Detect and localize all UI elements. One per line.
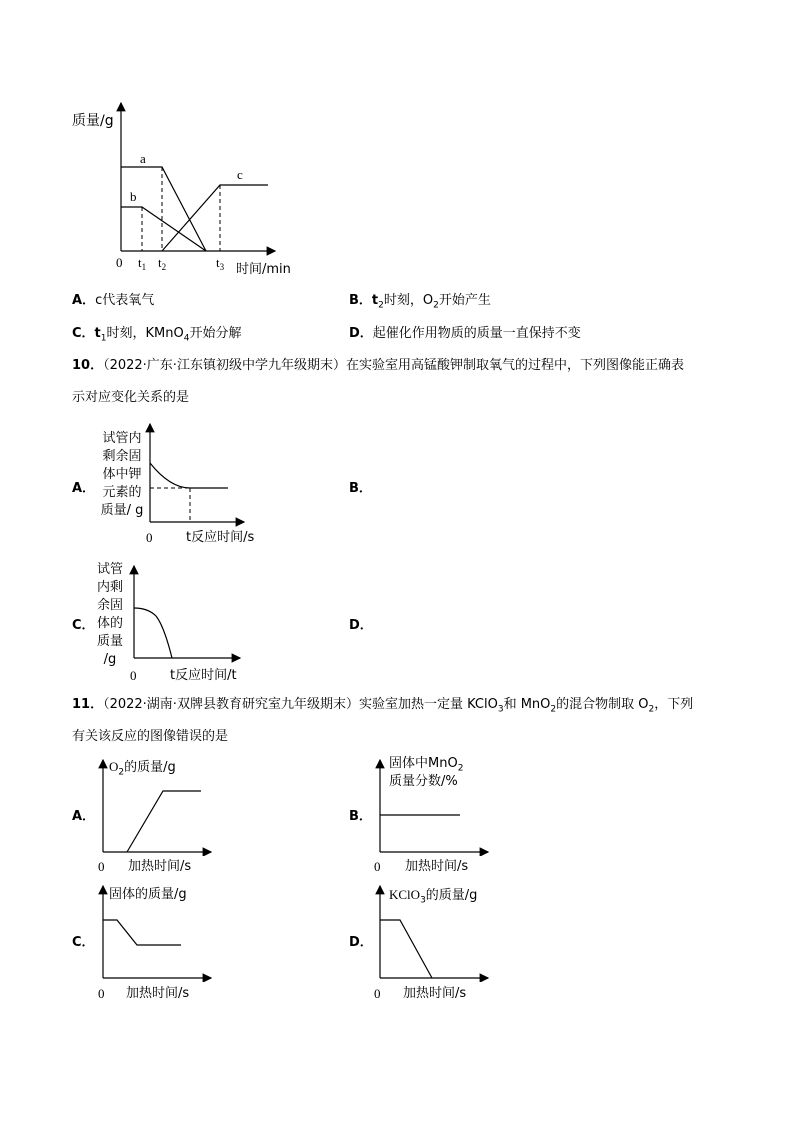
q11a-origin: 0 (98, 859, 105, 874)
q11a-curve (127, 791, 201, 852)
q10-option-a-letter: A． (72, 481, 96, 496)
q10a-origin: 0 (146, 530, 153, 545)
curve-b (121, 207, 206, 251)
q11c-x-label: 加热时间/s (126, 986, 190, 1001)
q10a-curve (150, 463, 228, 488)
q11-option-d-letter: D． (349, 935, 373, 950)
fig1-origin: 0 (116, 255, 123, 270)
q10c-y-label: 试管 内剩 余固 体的 质量 /g (96, 562, 123, 667)
q11d-origin: 0 (374, 986, 381, 1001)
q10c-x-label: t反应时间/t (170, 668, 237, 683)
q9-option-d: D．起催化作用物质的质量一直保持不变 (349, 326, 581, 341)
fig1-y-label: 质量/g (72, 113, 114, 129)
q11c-curve (103, 920, 181, 945)
q9-option-c: C．$t_1$时刻，KMnO$_4$开始分解 (72, 326, 242, 344)
q10a-y-label: 试管内 剩余固 体中钾 元素的 质量/ g (100, 431, 144, 518)
q11d-y-label: KClO$_3$的质量/g (389, 887, 478, 906)
q11-option-a-letter: A． (72, 809, 96, 824)
q10-option-b-letter: B． (349, 481, 372, 496)
q10-stem-line2: 示对应变化关系的是 (72, 390, 190, 405)
tick-t1: $t_1$ (138, 255, 147, 272)
curve-b-label: b (130, 189, 137, 204)
q10-stem-line1: 10．（2022·广东·江东镇初级中学九年级期末）在实验室用高锰酸钾制取氧气的过程中，下列图像能正确表 (72, 358, 684, 373)
q11c-origin: 0 (98, 986, 105, 1001)
q11b-y-label-line2: 质量分数/% (389, 774, 458, 789)
q10c-graph (126, 560, 246, 664)
tick-t3: $t_3$ (216, 255, 225, 272)
q11b-x-label: 加热时间/s (405, 859, 469, 874)
q9-option-a: A．c代表氧气 (72, 293, 155, 308)
q10c-origin: 0 (130, 668, 137, 683)
q9-option-b: B．$t_2$时刻，$O_2$开始产生 (349, 293, 491, 311)
q11-stem-line2: 有关该反应的图像错误的是 (72, 729, 229, 744)
q11d-curve (380, 920, 432, 978)
q10a-x-label: t反应时间/s (186, 530, 255, 545)
q10-option-c-letter: C． (72, 618, 95, 633)
q11a-x-label: 加热时间/s (128, 859, 192, 874)
curve-a (121, 167, 206, 251)
q10a-graph (140, 418, 250, 530)
curve-c-label: c (237, 167, 243, 182)
q9-graph (60, 95, 310, 285)
q11a-y-label: $O_2$的质量/g (109, 759, 176, 778)
q11-stem-line1: 11．（2022·湖南·双牌县教育研究室九年级期末）实验室加热一定量 KClO$_3$和 MnO$_2$的混合物制取 $O_2$，下列 (72, 697, 694, 715)
q11b-y-label-line1: 固体中MnO$_2$ (389, 756, 464, 774)
q11d-x-label: 加热时间/s (403, 986, 467, 1001)
q10-option-d-letter: D． (349, 618, 373, 633)
q10c-curve (134, 608, 172, 658)
fig1-x-label: 时间/min (236, 262, 291, 277)
q11-option-b-letter: B． (349, 809, 372, 824)
q11-option-c-letter: C． (72, 935, 95, 950)
curve-c (162, 185, 268, 251)
curve-a-label: a (140, 151, 146, 166)
tick-t2: $t_2$ (158, 255, 167, 272)
q11c-y-label: 固体的质量/g (109, 887, 187, 902)
q11b-origin: 0 (374, 859, 381, 874)
